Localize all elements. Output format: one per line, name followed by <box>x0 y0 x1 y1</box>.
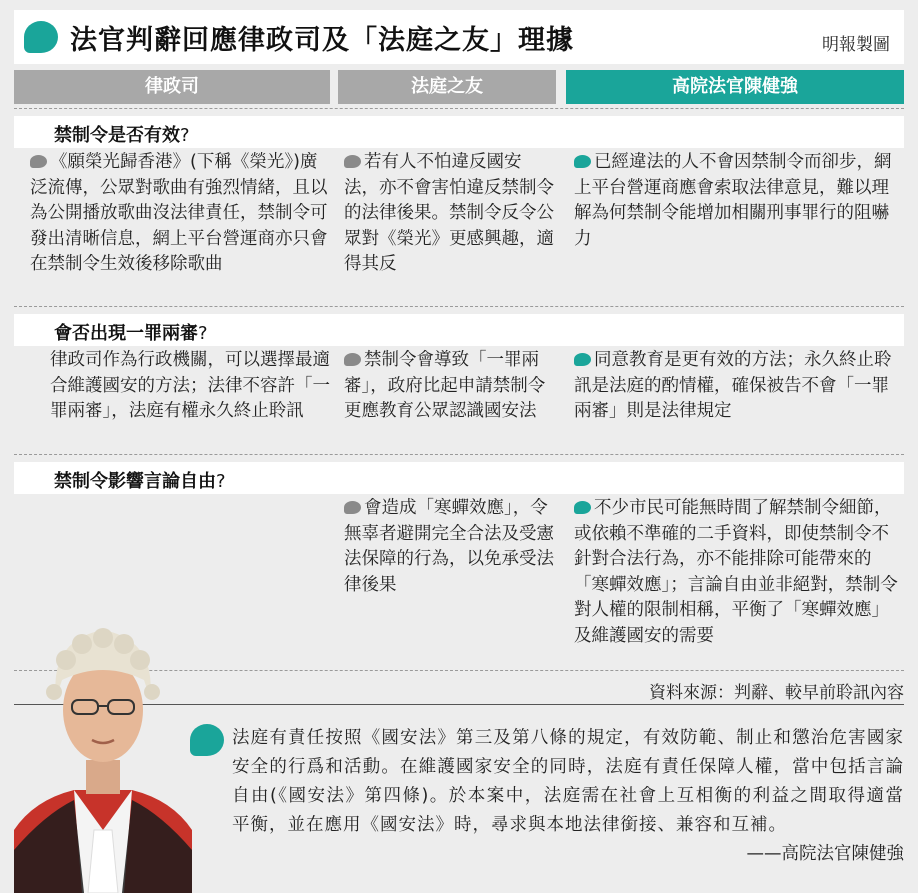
judge-portrait <box>14 600 192 893</box>
divider <box>14 454 904 455</box>
divider <box>14 306 904 307</box>
doj-argument: 《願榮光歸香港》(下稱《榮光》)廣泛流傳，公眾對歌曲有強烈情緒，且以為公開播放歌曲沒法律責任，禁制令可發出清晰信息，網上平台營運商亦只會在禁制令生效後移除歌曲 <box>30 152 328 274</box>
amicus-argument: 禁制令會導致「一罪兩審」，政府比起申請禁制令更應教育公眾認識國安法 <box>344 350 546 421</box>
amicus-argument: 若有人不怕違反國安法，亦不會害怕違反禁制令的法律後果。禁制令反令公眾對《榮光》更感興趣，適得其反 <box>344 152 554 274</box>
speech-bubble-icon <box>344 155 361 168</box>
question-title: 禁制令是否有效? <box>54 125 190 146</box>
column-header-doj: 律政司 <box>14 70 330 104</box>
question-title: 禁制令影響言論自由? <box>54 471 226 492</box>
question-bar <box>14 116 904 148</box>
speech-bubble-icon <box>574 501 591 514</box>
speech-bubble-icon <box>574 353 591 366</box>
speech-bubble-icon <box>574 155 591 168</box>
question-bar <box>14 314 904 346</box>
speech-bubble-icon <box>30 155 47 168</box>
speech-bubble-icon <box>24 21 58 53</box>
judge-ruling: 已經違法的人不會因禁制令而卻步，網上平台營運商應會索取法律意見，難以理解為何禁制令能增加相關刑事罪行的阻嚇力 <box>574 152 892 249</box>
title-bar <box>14 10 904 64</box>
doj-argument: 律政司作為行政機關，可以選擇最適合維護國安的方法；法律不容許「一罪兩審」，法庭有權永久終止聆訊 <box>50 350 330 421</box>
column-header-judge: 高院法官陳健強 <box>566 70 904 104</box>
quote-attribution: ——高院法官陳健強 <box>746 844 904 864</box>
amicus-argument: 會造成「寒蟬效應」，令無辜者避開完全合法及受憲法保障的行為，以免承受法律後果 <box>344 498 554 595</box>
question-title: 會否出現一罪兩審? <box>54 323 208 344</box>
speech-bubble-icon <box>190 724 224 756</box>
page-title: 法官判辭回應律政司及「法庭之友」理據 <box>70 25 574 56</box>
speech-bubble-icon <box>344 353 361 366</box>
question-bar <box>14 462 904 494</box>
column-header-amicus: 法庭之友 <box>338 70 556 104</box>
judge-quote: 法庭有責任按照《國安法》第三及第八條的規定，有效防範、制止和懲治危害國家安全的行爲和活動。在維護國家安全的同時，法庭有責任保障人權，當中包括言論自由(《國安法》第四條)。於本案中，法庭需在社會上互相衡的利益之間取得適當平衡，並在應用《國安法》時，尋求與本地法律銜接、兼容和互補。 ——高院法官陳健強 <box>232 724 904 869</box>
speech-bubble-icon <box>344 501 361 514</box>
credit-label: 明報製圖 <box>822 35 890 55</box>
judge-ruling: 同意教育是更有效的方法；永久終止聆訊是法庭的酌情權，確保被告不會「一罪兩審」則是法律規定 <box>574 350 892 421</box>
divider <box>14 108 904 109</box>
source-note: 資料來源：判辭、較早前聆訊內容 <box>649 683 904 703</box>
judge-ruling: 不少市民可能無時間了解禁制令細節，或依賴不準確的二手資料，即使禁制令不針對合法行為，亦不能排除可能帶來的「寒蟬效應」；言論自由並非絕對，禁制令對人權的限制相稱，平衡了「寒蟬效應」及維護國安的需要 <box>574 498 898 646</box>
